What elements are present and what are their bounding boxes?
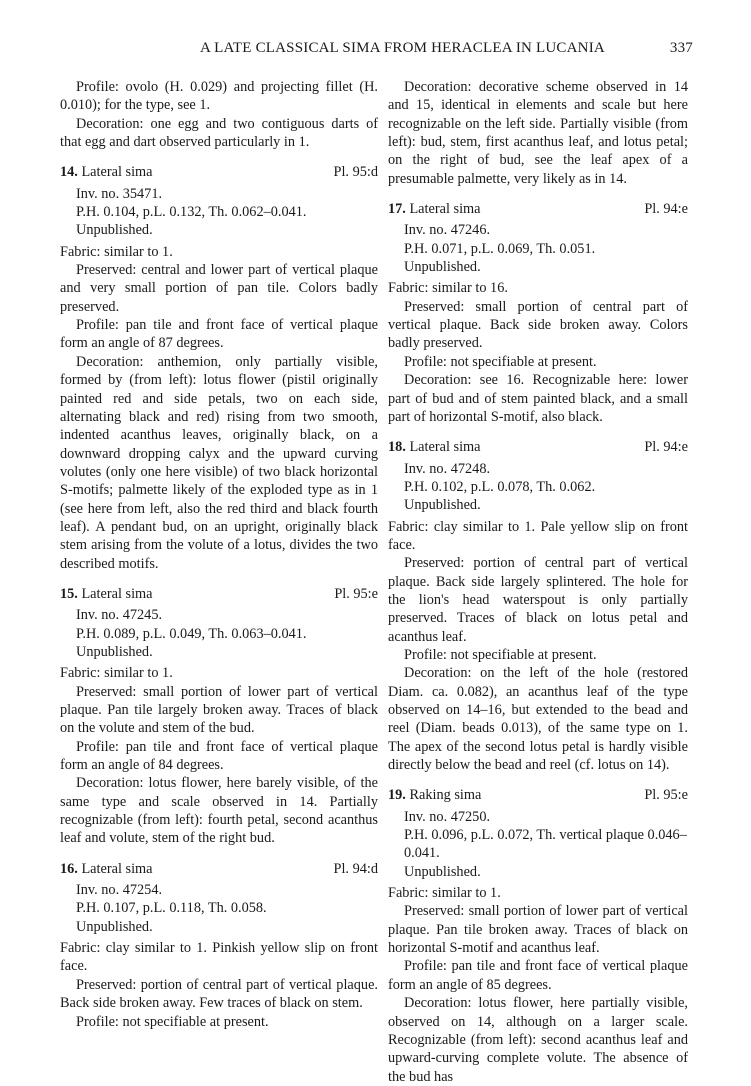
decoration: Decoration: anthemion, only partially visible, formed by (from left): lotus flower (pistil originally painted red and side petals, two on each side, alternating black and red) rising from two smooth, indented acanthus leaves, originally black, on a downward dropping calyx and the upward curving volutes (only one here visible) of two black horizontal S-motifs; palmette likely of the exploded type as in 1 (see here from left, also the red third and black fourth leaf). A pendant bud, on an upright, originally black stem arising from the volute of a lotus, divides the two described motifs. xyxy=(60,353,378,572)
profile: Profile: not specifiable at present. xyxy=(404,353,597,370)
publication-status: Unpublished. xyxy=(404,259,481,276)
publication-status: Unpublished. xyxy=(76,222,153,239)
plate-reference: Pl. 94:e xyxy=(644,439,688,456)
catalogue-entry-16 xyxy=(60,860,378,1031)
entry-type: Lateral sima xyxy=(409,439,481,456)
inventory-block xyxy=(388,221,688,276)
profile: Profile: not specifiable at present. xyxy=(76,1013,269,1030)
fabric: Fabric: clay similar to 1. Pale yellow slip on front face. xyxy=(388,518,688,553)
entry-heading xyxy=(60,585,378,603)
plate-reference: Pl. 94:d xyxy=(333,860,378,877)
profile: Profile: pan tile and front face of vertical plaque form an angle of 84 degrees. xyxy=(60,738,378,774)
inventory-block xyxy=(60,185,378,240)
inventory-number: Inv. no. 35471. xyxy=(76,185,163,202)
left-column xyxy=(60,78,378,1031)
profile: Profile: pan tile and front face of vertical plaque form an angle of 87 degrees. xyxy=(60,317,378,352)
intro-decoration: Decoration: one egg and two contiguous darts of that egg and dart observed particularly in 1. xyxy=(60,115,378,151)
preserved: Preserved: central and lower part of vertical plaque and very small portion of pan tile. Colors badly preserved. xyxy=(60,262,378,315)
decoration: Decoration: on the left of the hole (restored Diam. ca. 0.082), an acanthus leaf of the type observed on 14–16, but extended to the bead and reel (Diam. beads 0.013), of the same type on 1. The apex of the second lotus petal is hardly visible directly below the bead and reel (cf. lotus on 14). xyxy=(388,665,688,774)
inventory-number: Inv. no. 47254. xyxy=(76,882,163,899)
entry-number: 17. xyxy=(388,201,406,218)
catalogue-entry-19 xyxy=(388,786,688,1086)
profile: Profile: pan tile and front face of vertical plaque form an angle of 85 degrees. xyxy=(388,958,688,993)
fabric: Fabric: similar to 1. xyxy=(60,243,173,260)
publication-status: Unpublished. xyxy=(404,497,481,514)
preserved: Preserved: portion of central part of vertical plaque. Back side broken away. Few traces of black on stem. xyxy=(60,976,378,1012)
plate-reference: Pl. 94:e xyxy=(644,201,688,218)
inventory-number: Inv. no. 47245. xyxy=(76,607,163,624)
fabric: Fabric: similar to 1. xyxy=(60,665,173,682)
entry-type: Lateral sima xyxy=(81,164,153,181)
dimensions: P.H. 0.089, p.L. 0.049, Th. 0.063–0.041. xyxy=(76,625,307,642)
entry-heading xyxy=(388,200,688,218)
preserved: Preserved: portion of central part of vertical plaque. Back side largely splintered. The hole for the lion's head waterspout is only partially preserved. Traces of black on lotus petal and acanthus leaf. xyxy=(388,555,688,645)
dimensions: P.H. 0.104, p.L. 0.132, Th. 0.062–0.041. xyxy=(76,204,307,221)
entry-type: Lateral sima xyxy=(81,860,153,877)
plate-reference: Pl. 95:e xyxy=(644,787,688,804)
entry-heading xyxy=(60,860,378,878)
dimensions: P.H. 0.096, p.L. 0.072, Th. vertical plaque 0.046–0.041. xyxy=(404,827,687,862)
inventory-number: Inv. no. 47246. xyxy=(404,222,491,239)
entry-number: 15. xyxy=(60,585,78,602)
entry-type: Raking sima xyxy=(409,787,482,804)
preserved: Preserved: small portion of lower part of vertical plaque. Pan tile largely broken away. Traces of black on the volute and stem of the bud. xyxy=(60,683,378,737)
inventory-number: Inv. no. 47248. xyxy=(404,460,491,477)
catalogue-entry-15 xyxy=(60,585,378,848)
running-header xyxy=(60,40,693,62)
decoration: Decoration: lotus flower, here barely visible, of the same type and scale observed in 14. Partially recognizable (from left): fourth petal, second acanthus leaf and volute, stem of the right bud. xyxy=(60,775,378,847)
entry-number: 18. xyxy=(388,439,406,456)
entry-heading xyxy=(388,438,688,456)
preserved: Preserved: small portion of lower part of vertical plaque. Pan tile broken away. Traces of black on horizontal S-motif and acanthus leaf. xyxy=(388,903,688,957)
intro-profile: Profile: ovolo (H. 0.029) and projecting fillet (H. 0.010); for the type, see 1. xyxy=(60,79,378,114)
fabric: Fabric: clay similar to 1. Pinkish yellow slip on front face. xyxy=(60,940,378,975)
right-column xyxy=(388,78,688,1086)
plate-reference: Pl. 95:e xyxy=(334,585,378,602)
page-number: 337 xyxy=(669,40,693,56)
decoration-continued: Decoration: decorative scheme observed in 14 and 15, identical in elements and scale but here recognizable on the left side. Partially visible (from left): bud, stem, first acanthus leaf, and lotus petal; on the right of bud, see the leaf apex of a presumable palmette, very likely as in 14. xyxy=(388,79,688,187)
plate-reference: Pl. 95:d xyxy=(333,164,378,181)
inventory-block xyxy=(60,606,378,661)
decoration: Decoration: see 16. Recognizable here: lower part of bud and of stem painted black, and a small part of horizontal S-motif, also black. xyxy=(388,372,688,425)
entry-type: Lateral sima xyxy=(81,585,153,602)
dimensions: P.H. 0.102, p.L. 0.078, Th. 0.062. xyxy=(404,478,596,495)
inventory-block xyxy=(388,460,688,515)
dimensions: P.H. 0.071, p.L. 0.069, Th. 0.051. xyxy=(404,240,596,257)
catalogue-entry-14 xyxy=(60,163,378,573)
inventory-number: Inv. no. 47250. xyxy=(404,808,491,825)
entry-number: 19. xyxy=(388,787,406,804)
dimensions: P.H. 0.107, p.L. 0.118, Th. 0.058. xyxy=(76,900,267,917)
decoration: Decoration: lotus flower, here partially visible, observed on 14, although on a larger scale. Recognizable (from left): second acanthus leaf and upward-curving complete volute. The absence of the bud has xyxy=(388,995,688,1085)
inventory-block xyxy=(60,881,378,936)
publication-status: Unpublished. xyxy=(404,863,481,880)
catalogue-entry-17 xyxy=(388,200,688,426)
profile: Profile: not specifiable at present. xyxy=(404,646,597,663)
entry-number: 14. xyxy=(60,164,78,181)
inventory-block xyxy=(388,808,688,881)
publication-status: Unpublished. xyxy=(76,643,153,660)
fabric: Fabric: similar to 16. xyxy=(388,280,508,297)
publication-status: Unpublished. xyxy=(76,918,153,935)
running-title: A LATE CLASSICAL SIMA FROM HERACLEA IN LUCANIA xyxy=(200,40,605,56)
catalogue-entry-18 xyxy=(388,438,688,774)
fabric: Fabric: similar to 1. xyxy=(388,885,501,902)
entry-heading xyxy=(60,163,378,181)
entry-number: 16. xyxy=(60,860,78,877)
entry-type: Lateral sima xyxy=(409,201,481,218)
entry-heading xyxy=(388,786,688,804)
preserved: Preserved: small portion of central part of vertical plaque. Back side broken away. Colors badly preserved. xyxy=(388,298,688,352)
